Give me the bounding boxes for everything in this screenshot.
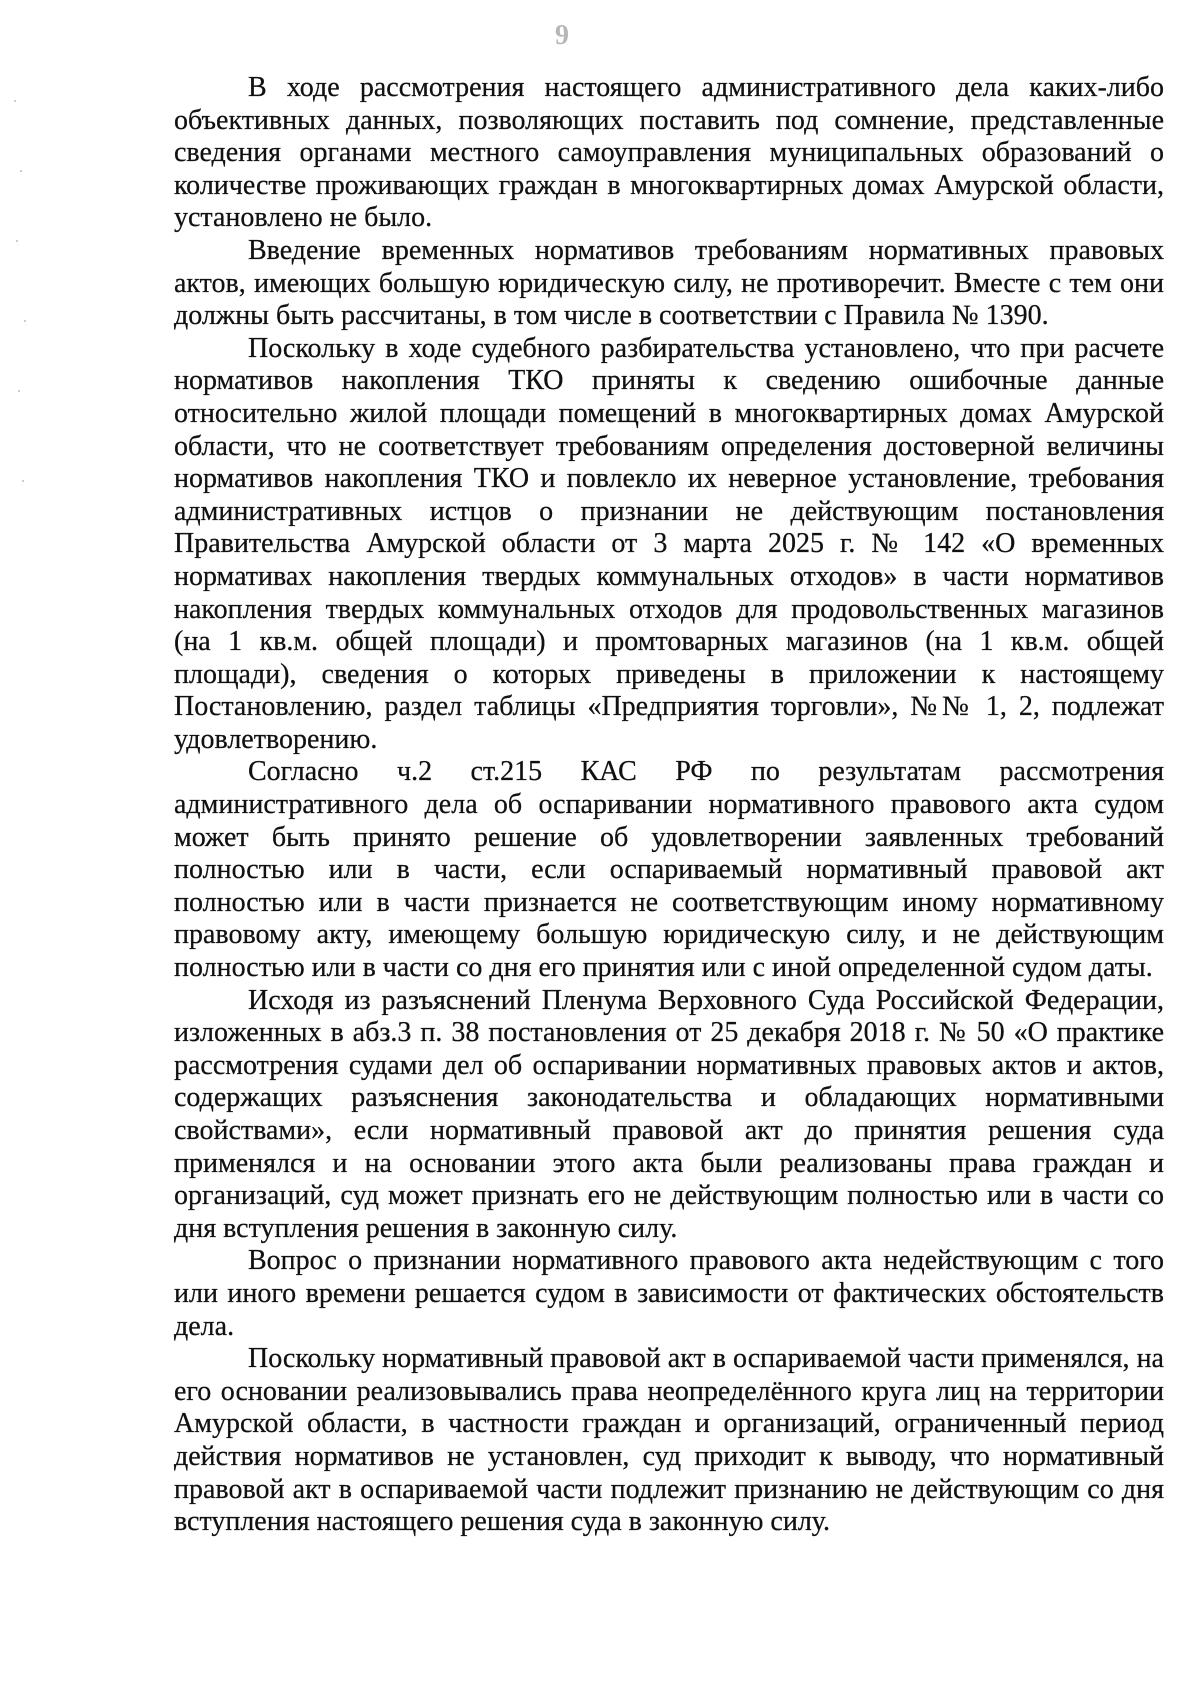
paragraph-2: Введение временных нормативов требованиям нормативных правовых актов, имеющих большую юридическую силу, не противоречит. Вместе с тем они должны быть рассчитаны, в том числе в соответствии с Правила № 1390. <box>174 234 1164 332</box>
paragraph-4: Согласно ч.2 ст.215 КАС РФ по результатам рассмотрения административного дела об оспаривании нормативного правового акта судом может быть принято решение об удовлетворении заявленных требований полностью или в части, если оспариваемый нормативный правовой акт полностью или в части признается не соответствующим иному нормативному правовому акту, имеющему большую юридическую силу, и не действующим полностью или в части со дня его принятия или с иной определенной судом даты. <box>174 756 1164 984</box>
paragraph-3: Поскольку в ходе судебного разбирательства установлено, что при расчете нормативов накопления ТКО приняты к сведению ошибочные данные относительно жилой площади помещений в многоквартирных домах Амурской области, что не соответствует требованиям определения достоверной величины нормативов накопления ТКО и повлекло их неверное установление, требования административных истцов о признании не действующим постановления Правительства Амурской области от 3 марта 2025 г. № 142 «О временных нормативах накопления твердых коммунальных отходов» в части нормативов накопления твердых коммунальных отходов для продовольственных магазинов (на 1 кв.м. общей площади) и промтоварных магазинов (на 1 кв.м. общей площади), сведения о которых приведены в приложении к настоящему Постановлению, раздел таблицы «Предприятия торговли», №№ 1, 2, подлежат удовлетворению. <box>174 332 1164 755</box>
document-body <box>174 72 1164 1539</box>
paragraph-1: В ходе рассмотрения настоящего административного дела каких-либо объективных данных, позволяющих поставить под сомнение, представленные сведения органами местного самоуправления муниципальных образований о количестве проживающих граждан в многоквартирных домах Амурской области, установлено не было. <box>174 72 1164 234</box>
scan-noise <box>10 60 40 560</box>
page-number: 9 <box>555 20 571 51</box>
paragraph-6: Вопрос о признании нормативного правового акта недействующим с того или иного времени решается судом в зависимости от фактических обстоятельств дела. <box>174 1245 1164 1342</box>
paragraph-5: Исходя из разъяснений Пленума Верховного Суда Российской Федерации, изложенных в абз.3 п. 38 постановления от 25 декабря 2018 г. № 50 «О практике рассмотрения судами дел об оспаривании нормативных правовых актов и актов, содержащих разъяснения законодательства и обладающих нормативными свойствами», если нормативный правовой акт до принятия решения суда применялся и на основании этого акта были реализованы права граждан и организаций, суд может признать его не действующим полностью или в части со дня вступления решения в законную силу. <box>174 984 1164 1244</box>
paragraph-7: Поскольку нормативный правовой акт в оспариваемой части применялся, на его основании реализовывались права неопределённого круга лиц на территории Амурской области, в частности граждан и организаций, ограниченный период действия нормативов не установлен, суд приходит к выводу, что нормативный правовой акт в оспариваемой части подлежит признанию не действующим со дня вступления настоящего решения суда в законную силу. <box>174 1343 1164 1538</box>
